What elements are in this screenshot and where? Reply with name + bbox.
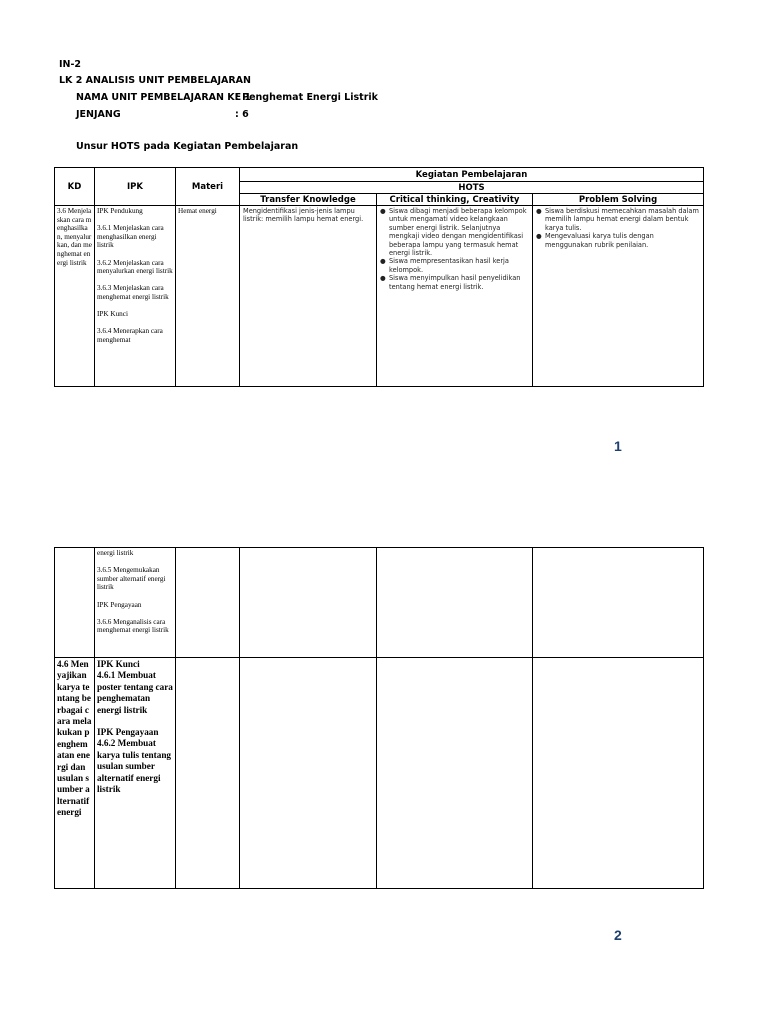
col-header-kd: KD: [55, 168, 95, 206]
ipk-item: 4.6.1 Membuat poster tentang cara penghematan energi listrik: [97, 670, 173, 715]
ipk-cell-4-6: [95, 658, 176, 889]
ipk-cell: [95, 206, 176, 387]
critical-thinking-cell: [377, 206, 533, 387]
col-header-transfer-knowledge: Transfer Knowledge: [240, 194, 377, 206]
problem-solving-cell-empty: [533, 658, 704, 889]
col-header-ipk: IPK: [95, 168, 176, 206]
ipk-item: 3.6.3 Menjelaskan cara menghemat energi listrik: [97, 284, 169, 301]
critical-thinking-item: ● Siswa dibagi menjadi beberapa kelompok untuk mengamati video kelangkaan sumber energi listrik. Selanjutnya mengkaji video dengan mengidentifikasi beberapa lampu yang termasuk hemat energi listrik.: [389, 207, 529, 257]
col-header-problem-solving: Problem Solving: [533, 194, 704, 206]
ipk-kunci-label: IPK Kunci: [97, 659, 140, 669]
ipk-pengayaan-label: IPK Pengayaan: [97, 600, 142, 609]
section-title: Unsur HOTS pada Kegiatan Pembelajaran: [76, 141, 299, 152]
col-header-materi: Materi: [176, 168, 240, 206]
document-title: LK 2 ANALISIS UNIT PEMBELAJARAN: [59, 75, 251, 86]
ipk-item: energi listrik: [97, 549, 134, 557]
problem-solving-cell-empty: [533, 548, 704, 658]
unit-value: : Penghemat Energi Listrik: [235, 92, 378, 103]
level-value: : 6: [235, 109, 249, 120]
document-code: IN-2: [59, 59, 82, 70]
page-number: 2: [614, 927, 622, 943]
hots-table-page-1: [54, 167, 704, 387]
unit-label: NAMA UNIT PEMBELAJARAN KE 1: [76, 92, 252, 103]
transfer-knowledge-text: Mengidentifikasi jenis-jenis lampu listrik: memilih lampu hemat energi.: [243, 207, 364, 224]
critical-thinking-cell-empty: [377, 548, 533, 658]
transfer-knowledge-cell-empty: [240, 548, 377, 658]
critical-thinking-item: ● Siswa mempresentasikan hasil kerja kelompok.: [389, 257, 529, 274]
ipk-item: 3.6.4 Menerapkan cara menghemat: [97, 327, 163, 344]
ipk-kunci-label: IPK Kunci: [97, 310, 128, 319]
kd-text: 4.6 Menyajikan karya tentang berbagai cara melakukan penghematan energi dan usulan sumber alternatif energi: [57, 659, 92, 818]
transfer-knowledge-cell: [240, 206, 377, 387]
ipk-item: 3.6.1 Menjelaskan cara menghasilkan energi listrik: [97, 224, 164, 250]
materi-cell-empty: [176, 658, 240, 889]
col-header-critical-thinking: Critical thinking, Creativity: [377, 194, 533, 206]
materi-text: Hemat energi: [178, 207, 217, 215]
problem-solving-cell: [533, 206, 704, 387]
transfer-knowledge-cell-empty: [240, 658, 377, 889]
problem-solving-item: ● Siswa berdiskusi memecahkan masalah dalam memilih lampu hemat energi dalam bentuk karya tulis.: [545, 207, 700, 232]
ipk-item: 3.6.6 Menganalisis cara menghemat energi listrik: [97, 617, 169, 635]
kd-cell: [55, 206, 95, 387]
ipk-cell-continued: [95, 548, 176, 658]
ipk-item: 4.6.2 Membuat karya tulis tentang usulan sumber alternatif energi listrik: [97, 738, 172, 795]
materi-cell-empty: [176, 548, 240, 658]
col-header-kegiatan: Kegiatan Pembelajaran: [240, 168, 704, 182]
materi-cell: [176, 206, 240, 387]
col-header-hots: HOTS: [240, 182, 704, 194]
ipk-item: 3.6.5 Mengemukakan sumber alternatif energi listrik: [97, 566, 166, 592]
hots-table-page-2: [54, 547, 704, 889]
critical-thinking-cell-empty: [377, 658, 533, 889]
ipk-pendukung-label: IPK Pendukung: [97, 207, 143, 215]
problem-solving-item: ● Mengevaluasi karya tulis dengan menggunakan rubrik penilaian.: [545, 232, 700, 249]
ipk-item: 3.6.2 Menjelaskan cara menyalurkan energi listrik: [97, 258, 173, 276]
page-number: 1: [614, 438, 622, 454]
kd-cell-4-6: [55, 658, 95, 889]
ipk-pengayaan-label: IPK Pengayaan: [97, 727, 159, 738]
kd-cell-continued: [55, 548, 95, 658]
level-label: JENJANG: [76, 109, 121, 120]
kd-text: 3.6 Menjelaskan cara menghasilkan, menyalurkan, dan menghemat energi listrik: [57, 207, 92, 267]
critical-thinking-item: ● Siswa menyimpulkan hasil penyelidikan tentang hemat energi listrik.: [389, 274, 529, 291]
